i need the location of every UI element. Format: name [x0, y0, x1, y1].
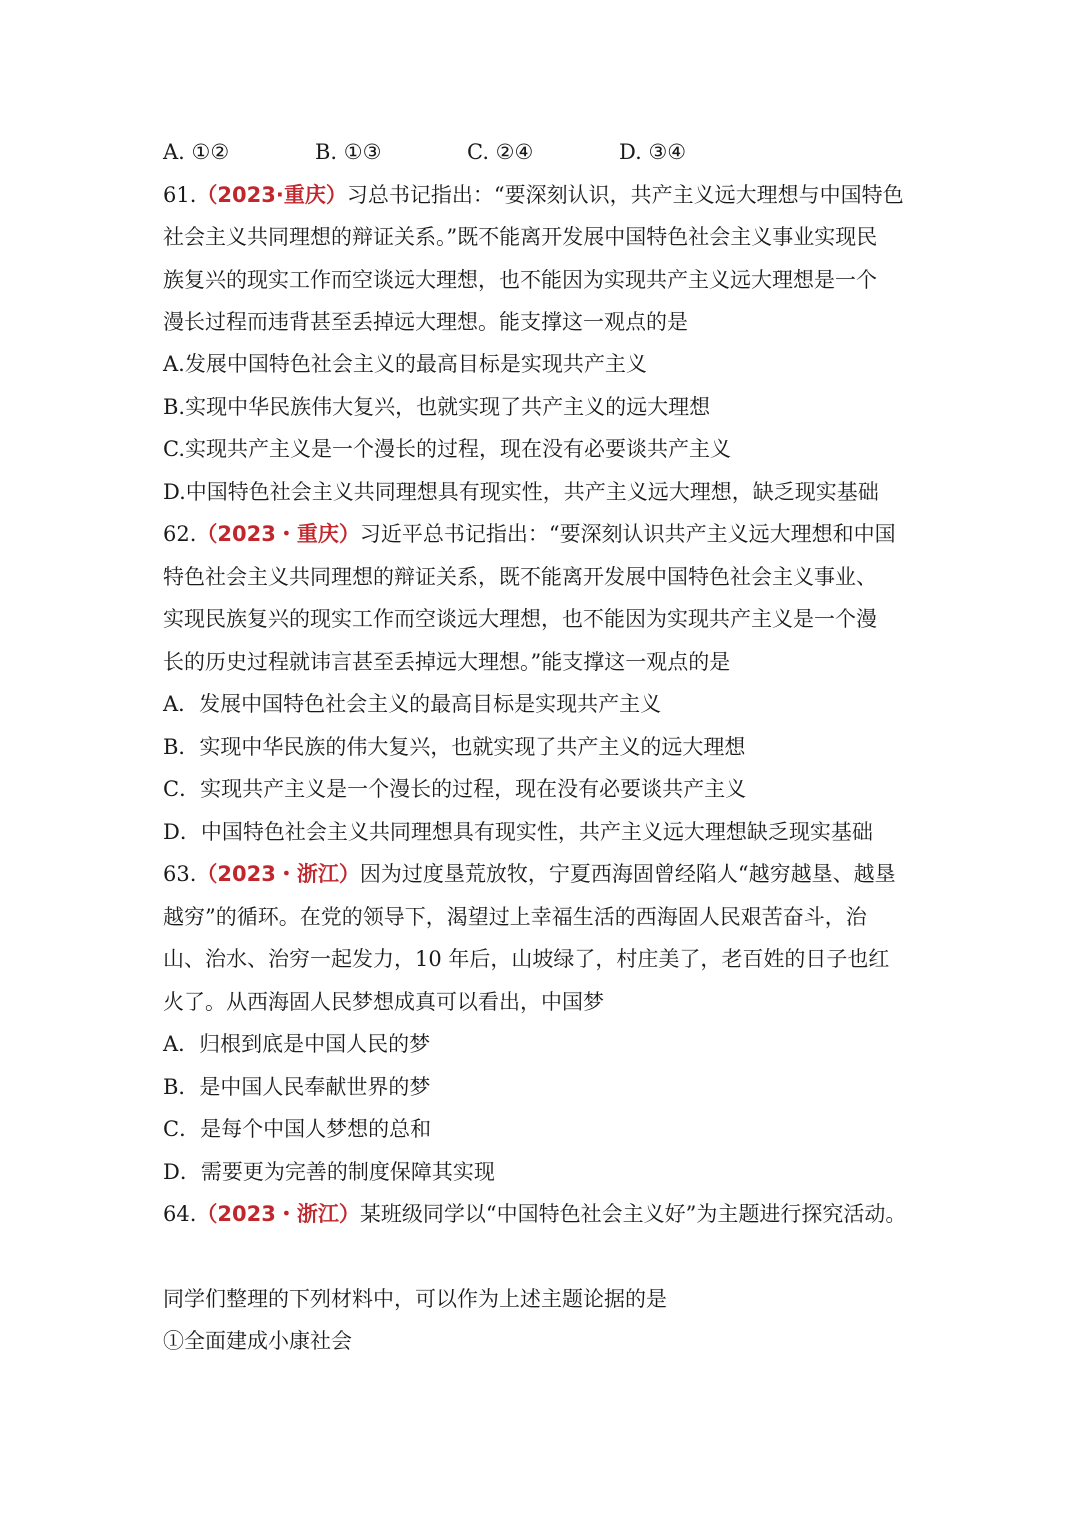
question-62-text-line: 实现民族复兴的现实工作而空谈远大理想，也不能因为实现共产主义是一个漫	[163, 607, 877, 631]
question-number: 63.	[163, 862, 197, 886]
question-61-text-line: 社会主义共同理想的辩证关系。”既不能离开发展中国特色社会主义事业实现民	[163, 225, 878, 249]
question-text: 习总书记指出：“要深刻认识，共产主义远大理想与中国特色	[346, 183, 904, 207]
question-62-option-d: D．中国特色社会主义共同理想具有现实性，共产主义远大理想缺乏现实基础	[163, 820, 873, 844]
question-62-stem-line	[163, 519, 896, 549]
question-62-option-a: A．发展中国特色社会主义的最高目标是实现共产主义	[163, 692, 662, 716]
question-number: 62.	[163, 522, 197, 546]
question-source: （2023・浙江）	[196, 1202, 360, 1226]
question-61-option-d: D.中国特色社会主义共同理想具有现实性，共产主义远大理想，缺乏现实基础	[163, 480, 879, 504]
question-text: 习近平总书记指出：“要深刻认识共产主义远大理想和中国	[359, 522, 896, 546]
prev-question-options	[163, 137, 686, 167]
question-62-text-line: 长的历史过程就讳言甚至丢掉远大理想。”能支撑这一观点的是	[163, 650, 731, 674]
question-63-option-c: C．是每个中国人梦想的总和	[163, 1117, 432, 1141]
question-text: 某班级同学以“中国特色社会主义好”为主题进行探究活动。	[359, 1202, 907, 1226]
question-63-text-line: 山、治水、治穷一起发力，10 年后，山坡绿了，村庄美了，老百姓的日子也红	[163, 947, 890, 971]
question-63-option-b: B．是中国人民奉献世界的梦	[163, 1075, 431, 1099]
question-61-option-a: A.发展中国特色社会主义的最高目标是实现共产主义	[163, 352, 647, 376]
question-64-item-1: ①全面建成小康社会	[163, 1329, 352, 1353]
option-b: B. ①③	[315, 140, 382, 164]
option-c: C. ②④	[467, 140, 534, 164]
question-63-text-line: 越穷”的循环。在党的领导下，渴望过上幸福生活的西海固人民艰苦奋斗，治	[163, 905, 867, 929]
question-61-stem-line	[163, 180, 904, 210]
question-source: （2023・重庆）	[196, 522, 360, 546]
question-63-option-a: A．归根到底是中国人民的梦	[163, 1032, 431, 1056]
question-61-option-c: C.实现共产主义是一个漫长的过程，现在没有必要谈共产主义	[163, 437, 731, 461]
question-62-option-b: B．实现中华民族的伟大复兴，也就实现了共产主义的远大理想	[163, 735, 746, 759]
question-63-stem-line	[163, 859, 896, 889]
question-62-text-line: 特色社会主义共同理想的辩证关系，既不能离开发展中国特色社会主义事业、	[163, 565, 877, 589]
option-d: D. ③④	[619, 140, 687, 164]
question-64-stem-line	[163, 1199, 906, 1229]
question-61-text-line: 漫长过程而违背甚至丢掉远大理想。能支撑这一观点的是	[163, 310, 688, 334]
question-63-option-d: D．需要更为完善的制度保障其实现	[163, 1160, 495, 1184]
question-text: 因为过度垦荒放牧，宁夏西海固曾经陷人“越穷越垦、越垦	[359, 862, 896, 886]
option-a: A. ①②	[163, 140, 230, 164]
question-number: 64.	[163, 1202, 197, 1226]
question-64-text-line: 同学们整理的下列材料中，可以作为上述主题论据的是	[163, 1287, 667, 1311]
question-62-option-c: C．实现共产主义是一个漫长的过程，现在没有必要谈共产主义	[163, 777, 747, 801]
question-63-text-line: 火了。从西海固人民梦想成真可以看出，中国梦	[163, 990, 604, 1014]
question-61-text-line: 族复兴的现实工作而空谈远大理想，也不能因为实现共产主义远大理想是一个	[163, 268, 877, 292]
question-61-option-b: B.实现中华民族伟大复兴，也就实现了共产主义的远大理想	[163, 395, 711, 419]
question-number: 61.	[163, 183, 197, 207]
question-source: （2023・浙江）	[196, 862, 360, 886]
question-source: （2023·重庆）	[196, 183, 347, 207]
